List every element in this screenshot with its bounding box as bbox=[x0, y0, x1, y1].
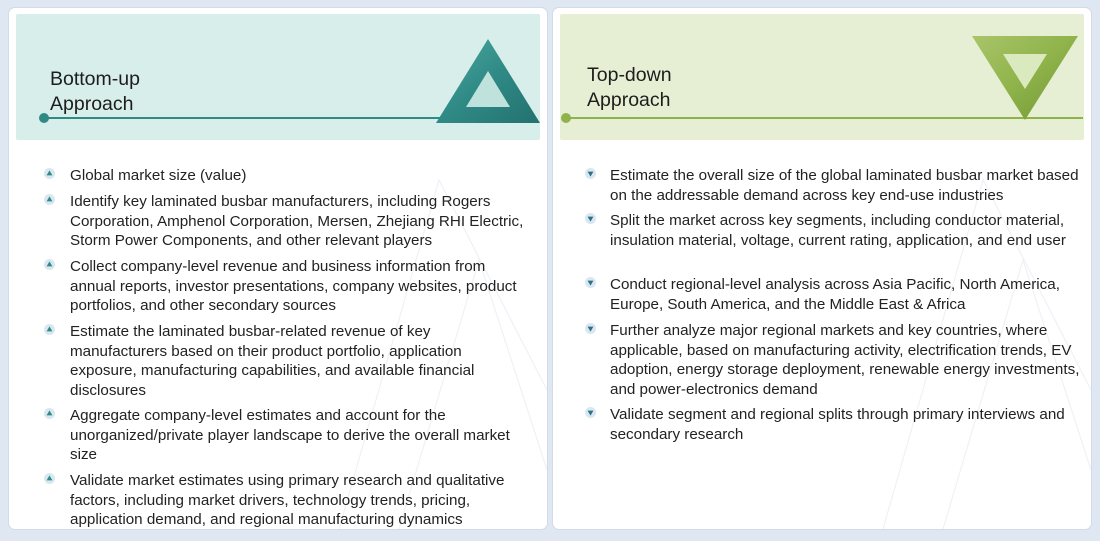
line-dot bbox=[39, 113, 49, 123]
down-arrow-bullet-icon bbox=[585, 323, 596, 334]
step-text: Validate segment and regional splits through primary interviews and secondary research bbox=[610, 406, 1065, 443]
down-arrow-bullet-icon bbox=[585, 168, 596, 179]
step-text: Conduct regional-level analysis across Asia Pacific, North America, Europe, South America, and the Middle East & Africa bbox=[610, 276, 1060, 313]
step-text: Global market size (value) bbox=[70, 167, 247, 184]
line-dot bbox=[561, 113, 571, 123]
up-arrow-bullet-icon bbox=[44, 324, 55, 335]
step-text: Estimate the laminated busbar-related revenue of key manufacturers based on their product portfolio, application exposure, manufacturing capabilities, and available financial disclosures bbox=[70, 323, 475, 399]
down-arrow-bullet-icon bbox=[585, 407, 596, 418]
top-down-header bbox=[560, 14, 1084, 140]
up-arrow-bullet-icon bbox=[44, 168, 55, 179]
step-text: Identify key laminated busbar manufacturers, including Rogers Corporation, Amphenol Corporation, Mersen, Zhejiang RHI Electric, Storm Power Components, and other relevant players bbox=[70, 193, 524, 250]
up-arrow-bullet-icon bbox=[44, 194, 55, 205]
step-text: Further analyze major regional markets and key countries, where applicable, based on manufacturing activity, electrification trends, EV adoption, energy storage deployment, renewable energy investments, and power-electronics demand bbox=[610, 322, 1080, 398]
up-arrow-bullet-icon bbox=[44, 473, 55, 484]
down-arrow-bullet-icon bbox=[585, 277, 596, 288]
up-arrow-bullet-icon bbox=[44, 408, 55, 419]
down-triangle-icon bbox=[970, 34, 1080, 122]
bottom-up-header bbox=[16, 14, 540, 140]
top-down-panel bbox=[553, 8, 1091, 529]
up-triangle-icon bbox=[434, 37, 542, 125]
step-text: Split the market across key segments, including conductor material, insulation material, voltage, current rating, application, and end user bbox=[610, 212, 1066, 249]
top-down-title: Top-down Approach bbox=[587, 64, 672, 111]
down-arrow-bullet-icon bbox=[585, 213, 596, 224]
bottom-up-title: Bottom-up Approach bbox=[50, 68, 140, 115]
step-text: Estimate the overall size of the global laminated busbar market based on the addressable demand across key end-use industries bbox=[610, 167, 1079, 204]
bottom-up-panel bbox=[9, 8, 547, 529]
step-text: Collect company-level revenue and business information from annual reports, investor presentations, company websites, product portfolios, and other secondary sources bbox=[70, 258, 517, 315]
up-arrow-bullet-icon bbox=[44, 259, 55, 270]
step-text: Validate market estimates using primary research and qualitative factors, including market drivers, technology trends, pricing, application demand, and regional manufacturing dynamics bbox=[70, 472, 505, 529]
step-text: Aggregate company-level estimates and account for the unorganized/private player landscape to derive the overall market size bbox=[70, 407, 510, 464]
